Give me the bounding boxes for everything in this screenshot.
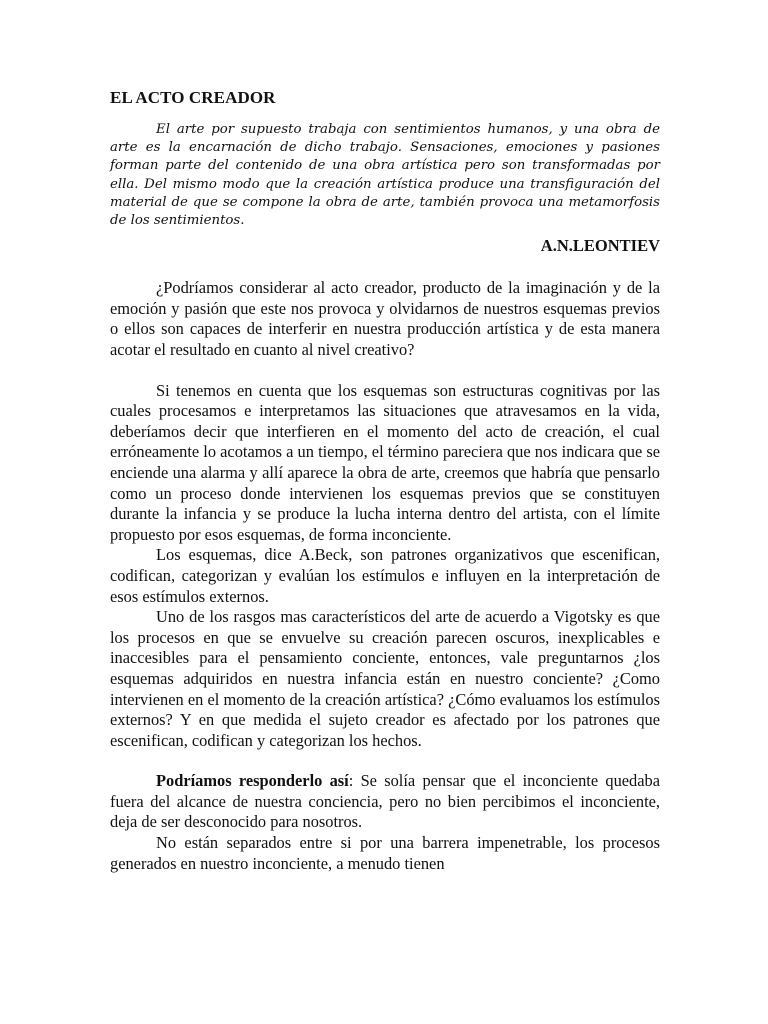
answer-text: : Se solía pensar que el inconciente quedaba fuera del alcance de nuestra conciencia, pero no bien percibimos el inconciente, deja de ser desconocido para nosotros. (110, 771, 660, 832)
paragraph-3: Los esquemas, dice A.Beck, son patrones organizativos que escenifican, codifican, categorizan y evalúan los estímulos e influyen en la interpretación de esos estímulos externos. (110, 545, 660, 606)
epigraph-author: A.N.LEONTIEV (540, 236, 660, 256)
paragraph-2: Si tenemos en cuenta que los esquemas son estructuras cognitivas por las cuales procesamos e interpretamos las situaciones que atravesamos en la vida, deberíamos decir que interfieren en el momento del acto de creación, el cual erróneamente lo acotamos a un tiempo, el término pareciera que nos indicara que se enciende una alarma y allí aparece la obra de arte, creemos que habría que pensarlo como un proceso donde intervienen los esquemas previos que se constituyen durante la infancia y se produce la lucha interna dentro del artista, con el límite propuesto por esos esquemas, de forma inconciente. (110, 380, 660, 544)
paragraph-1: ¿Podríamos considerar al acto creador, producto de la imaginación y de la emoción y pasión que este nos provoca y olvidarnos de nuestros esquemas previos o ellos son capaces de interferir en nuestra producción artística y de esta manera acotar el resultado en cuanto al nivel creativo? (110, 278, 660, 359)
document-page (110, 88, 660, 874)
paragraph-spacer (110, 751, 660, 771)
paragraph-5 (110, 771, 660, 833)
paragraph-4: Uno de los rasgos mas característicos del arte de acuerdo a Vigotsky es que los procesos en que se envuelve su creación parecen oscuros, inexplicables e inaccesibles para el pensamiento conciente, entonces, vale preguntarnos ¿los esquemas adquiridos en nuestra infancia están en nuestro conciente? ¿Como intervienen en el momento de la creación artística? ¿Cómo evaluamos los estímulos externos? Y en que medida el sujeto creador es afectado por los patrones que escenifican, codifican y categorizan los hechos. (110, 607, 660, 750)
answer-lead: Podríamos responderlo así (156, 771, 349, 791)
paragraph-spacer (110, 361, 660, 381)
document-title: EL ACTO CREADOR (110, 88, 276, 107)
epigraph-quote: El arte por supuesto trabaja con sentimientos humanos, y una obra de arte es la encarnación de dicho trabajo. Sensaciones, emociones y pasiones forman parte del contenido de una obra artística pero son transformadas por ella. Del mismo modo que la creación artística produce una transfiguración del material de que se compone la obra de arte, también provoca una metamorfosis de los sentimientos. (110, 122, 660, 229)
paragraph-6: No están separados entre si por una barrera impenetrable, los procesos generados en nuestro inconciente, a menudo tienen (110, 833, 660, 873)
